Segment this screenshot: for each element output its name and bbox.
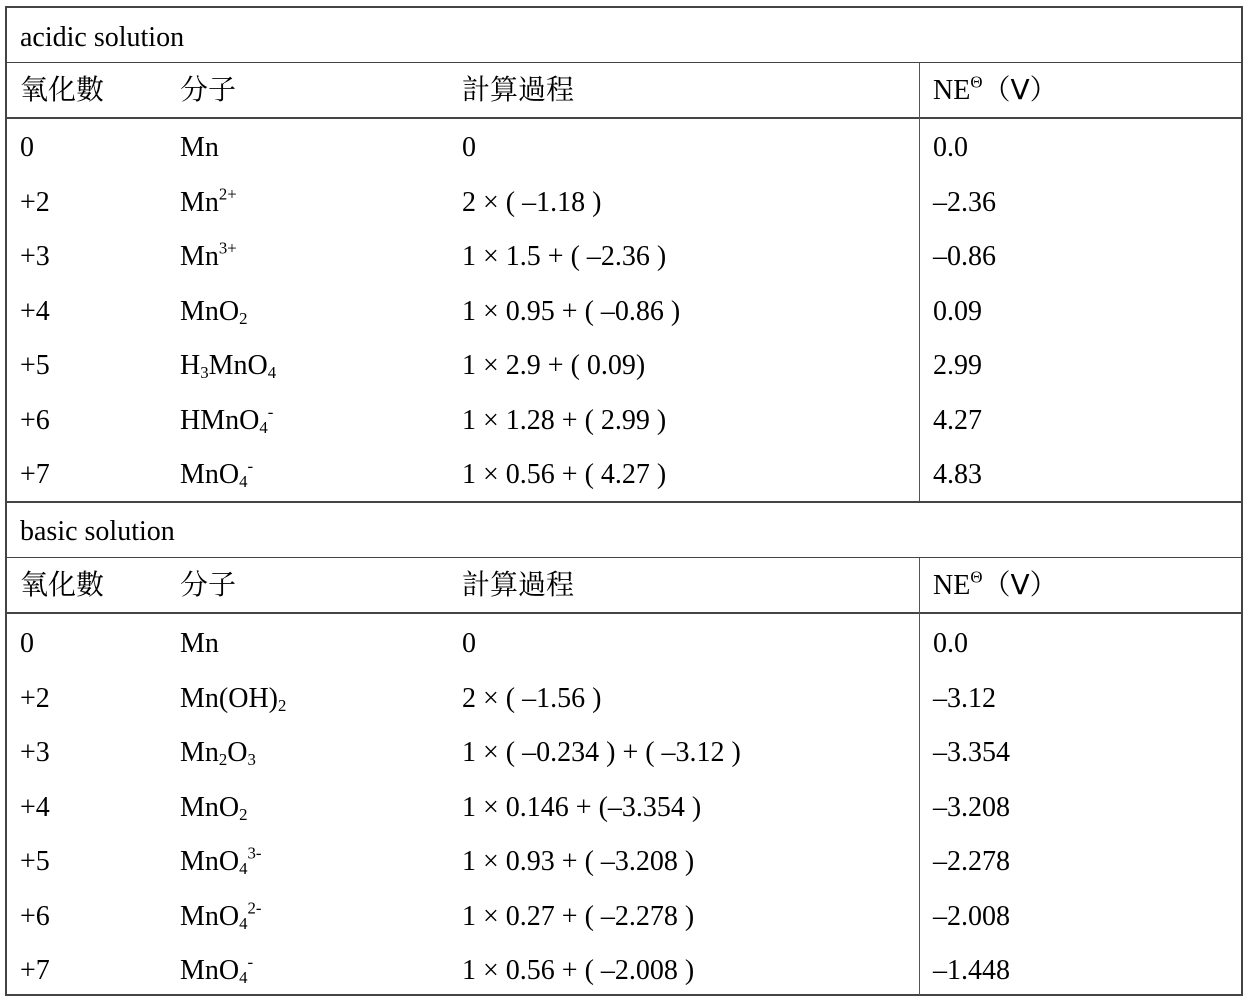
molecule-cell: MnO$_4$- bbox=[180, 952, 254, 988]
header-molecule: 分子 bbox=[180, 568, 237, 601]
molecule-cell: Mn bbox=[180, 132, 219, 163]
section-title-acidic: acidic solution bbox=[20, 22, 185, 53]
divider bbox=[5, 501, 1243, 503]
molecule-cell: $Mn^{2+}$ bbox=[180, 184, 237, 218]
oxidation-state-cell: +5 bbox=[20, 350, 50, 381]
oxidation-state-cell: +6 bbox=[20, 901, 50, 932]
molecule-cell: $Mn^{3+}$ bbox=[180, 238, 237, 272]
column-divider bbox=[919, 558, 920, 995]
ne-value-cell: 2.99 bbox=[933, 350, 982, 381]
header-calculation: 計算過程 bbox=[462, 568, 575, 601]
molecule-cell: MnO$_2$ bbox=[180, 296, 248, 329]
ne-value-cell: 0.0 bbox=[933, 628, 968, 659]
ne-value-cell: 4.27 bbox=[933, 405, 982, 436]
calculation-cell: 1 × 0.93 + ( –3.208 ) bbox=[462, 846, 695, 877]
molecule-cell: MnO$_2$ bbox=[180, 792, 248, 825]
calculation-cell: 1 × 1.28 + ( 2.99 ) bbox=[462, 405, 667, 436]
oxidation-state-cell: +2 bbox=[20, 187, 50, 218]
molecule-cell: $H_3MnO_4$ bbox=[180, 350, 277, 383]
molecule-cell: MnO$_4$- bbox=[180, 456, 254, 492]
ne-value-cell: –2.008 bbox=[933, 901, 1010, 932]
header-molecule: 分子 bbox=[180, 73, 237, 106]
ne-value-cell: 4.83 bbox=[933, 459, 982, 490]
section-title-basic: basic solution bbox=[20, 516, 175, 547]
oxidation-state-cell: +2 bbox=[20, 683, 50, 714]
ne-value-cell: –2.36 bbox=[933, 187, 996, 218]
oxidation-state-cell: +3 bbox=[20, 737, 50, 768]
calculation-cell: 2 × ( –1.18 ) bbox=[462, 187, 602, 218]
calculation-cell: 1 × 2.9 + ( 0.09) bbox=[462, 350, 646, 381]
ne-value-cell: 0.0 bbox=[933, 132, 968, 163]
header-ne-potential: $NE^\Theta(V)$ bbox=[933, 567, 1058, 601]
calculation-cell: 1 × 0.27 + ( –2.278 ) bbox=[462, 901, 695, 932]
calculation-cell: 1 × 1.5 + ( –2.36 ) bbox=[462, 241, 667, 272]
calculation-cell: 2 × ( –1.56 ) bbox=[462, 683, 602, 714]
column-divider bbox=[919, 63, 920, 501]
header-calculation: 計算過程 bbox=[462, 73, 575, 106]
oxidation-state-cell: 0 bbox=[20, 628, 34, 659]
oxidation-state-cell: +7 bbox=[20, 459, 50, 490]
molecule-cell: MnO$_4^{2-}$ bbox=[180, 898, 262, 934]
calculation-cell: 1 × 0.56 + ( 4.27 ) bbox=[462, 459, 667, 490]
divider bbox=[5, 62, 1243, 63]
calculation-cell: 1 × 0.56 + ( –2.008 ) bbox=[462, 955, 695, 986]
header-ne-potential: $NE^\Theta(V)$ bbox=[933, 72, 1058, 106]
molecule-cell: $Mn_2O_3$ bbox=[180, 737, 256, 770]
divider bbox=[5, 557, 1243, 558]
header-oxidation-state: 氧化數 bbox=[20, 568, 105, 601]
ne-value-cell: –3.208 bbox=[933, 792, 1010, 823]
molecule-cell: HMnO$_4$- bbox=[180, 402, 274, 438]
oxidation-state-cell: +4 bbox=[20, 296, 50, 327]
molecule-cell: $Mn(OH)_2$ bbox=[180, 683, 287, 716]
oxidation-state-cell: 0 bbox=[20, 132, 34, 163]
calculation-cell: 1 × 0.146 + (–3.354 ) bbox=[462, 792, 702, 823]
oxidation-state-cell: +4 bbox=[20, 792, 50, 823]
ne-value-cell: –0.86 bbox=[933, 241, 996, 272]
ne-value-cell: –2.278 bbox=[933, 846, 1010, 877]
calculation-cell: 1 × ( –0.234 ) + ( –3.12 ) bbox=[462, 737, 741, 768]
header-oxidation-state: 氧化數 bbox=[20, 73, 105, 106]
oxidation-state-cell: +7 bbox=[20, 955, 50, 986]
calculation-cell: 0 bbox=[462, 132, 476, 163]
ne-value-cell: –3.354 bbox=[933, 737, 1010, 768]
oxidation-state-cell: +5 bbox=[20, 846, 50, 877]
divider bbox=[5, 612, 1243, 614]
calculation-cell: 0 bbox=[462, 628, 476, 659]
divider bbox=[5, 117, 1243, 119]
ne-value-cell: –3.12 bbox=[933, 683, 996, 714]
molecule-cell: MnO$_4^{3-}$ bbox=[180, 843, 262, 879]
oxidation-state-cell: +3 bbox=[20, 241, 50, 272]
ne-value-cell: 0.09 bbox=[933, 296, 982, 327]
calculation-cell: 1 × 0.95 + ( –0.86 ) bbox=[462, 296, 681, 327]
molecule-cell: Mn bbox=[180, 628, 219, 659]
oxidation-state-cell: +6 bbox=[20, 405, 50, 436]
ne-value-cell: –1.448 bbox=[933, 955, 1010, 986]
